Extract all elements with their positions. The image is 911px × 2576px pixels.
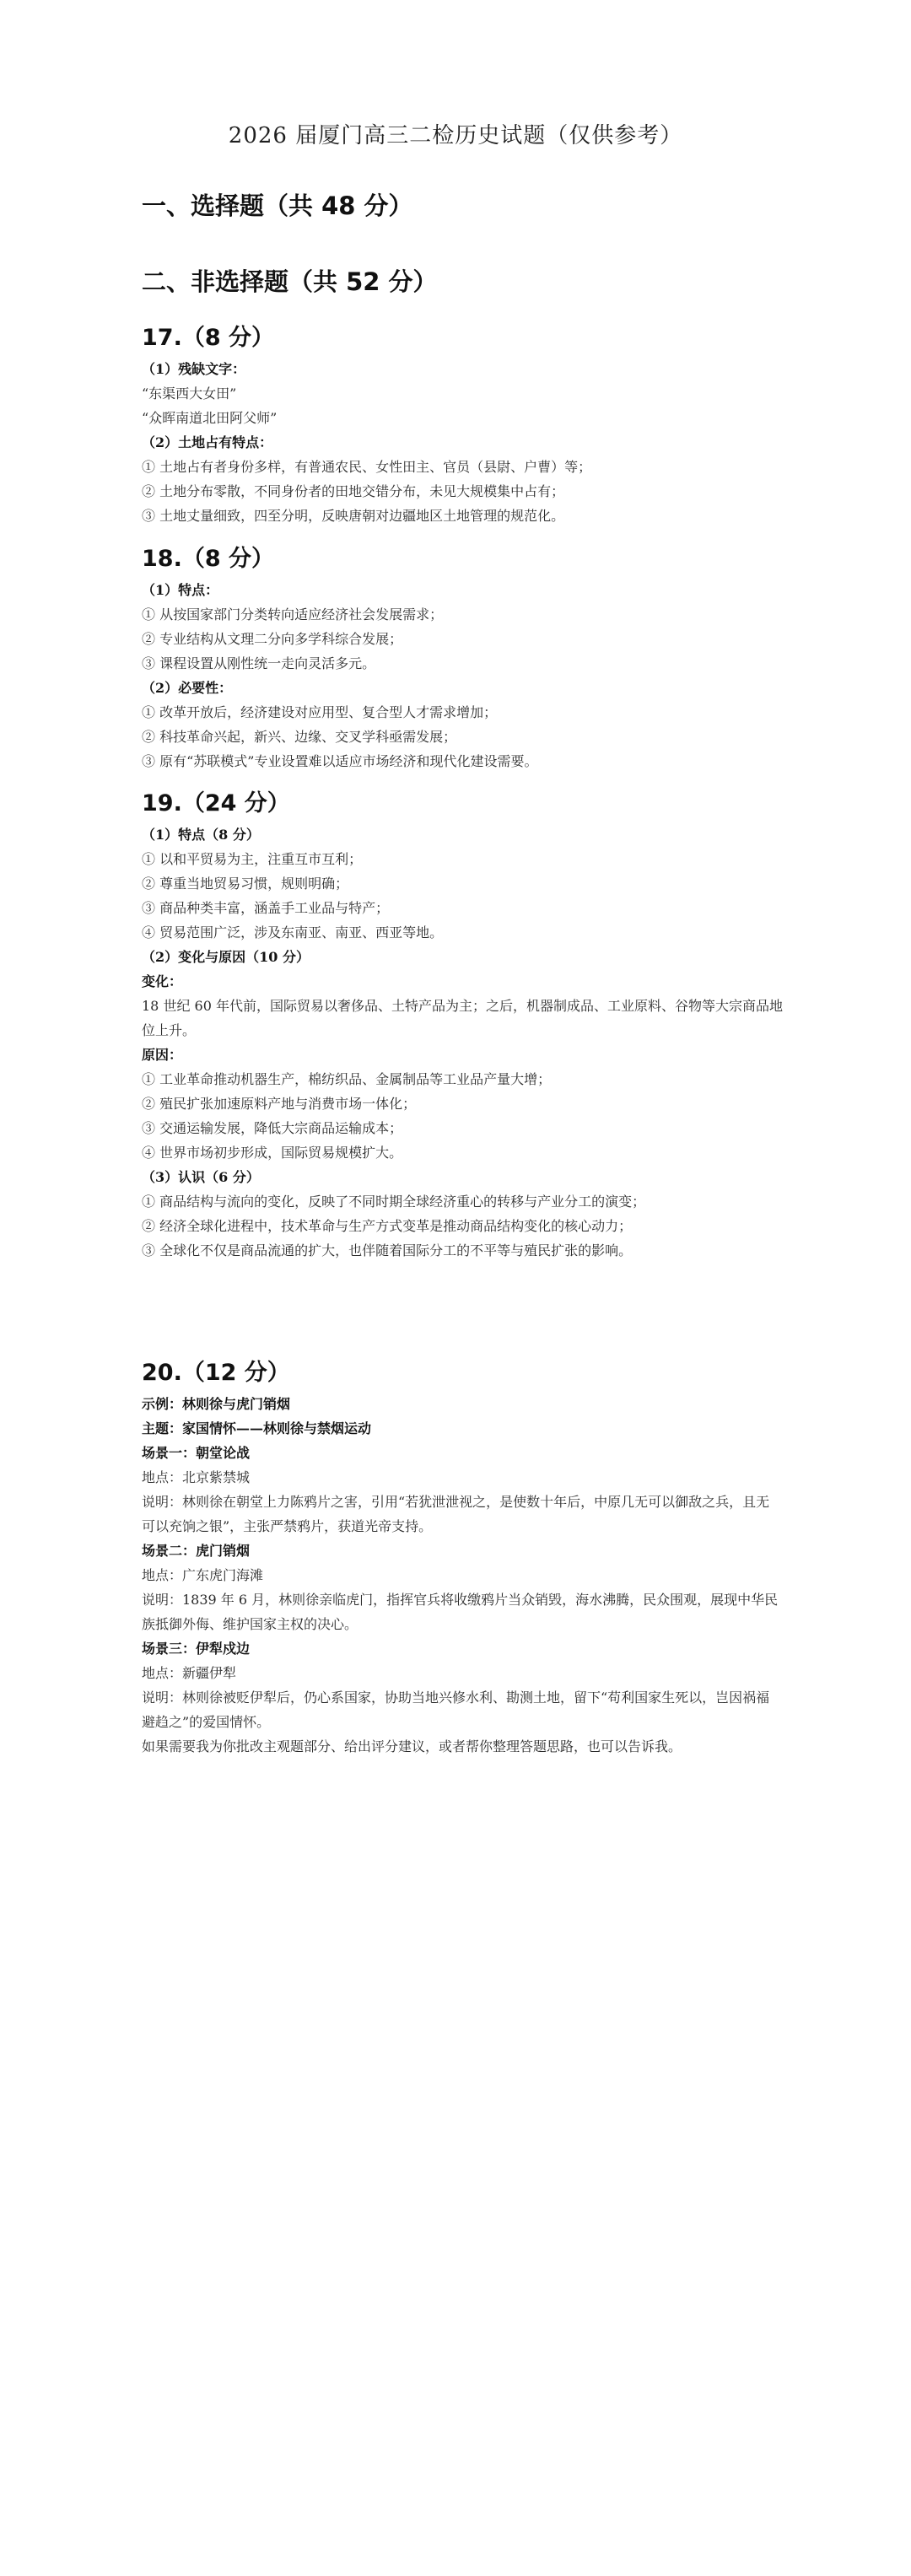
q18-part1-heading: （1）特点： [142,582,219,598]
q20-scene2-heading: 场景二：虎门销烟 [142,1543,251,1559]
q19-answer-item: ① 工业革命推动机器生产，棉纺织品、金属制品等工业品产量大增； [142,1071,552,1087]
section-heading-multiple-choice: 一、选择题（共 48 分） [142,191,413,220]
q17-text-line: “东渠西大女田” [142,385,237,401]
q18-answer-item: ② 科技革命兴起，新兴、边缘、交叉学科亟需发展； [142,729,457,745]
q20-example: 示例：林则徐与虎门销烟 [142,1396,291,1412]
section-heading-non-multiple-choice: 二、非选择题（共 52 分） [142,267,438,296]
q20-scene3-description: 说明：林则徐被贬伊犁后，仍心系国家，协助当地兴修水利、勘测土地，留下“苟利国家生死以，岂因祸福避趋之”的爱国情怀。 [142,1689,770,1730]
q19-answer-item: ③ 交通运输发展，降低大宗商品运输成本； [142,1120,403,1136]
q19-answer-item: ② 经济全球化进程中，技术革命与生产方式变革是推动商品结构变化的核心动力； [142,1218,633,1234]
q19-part1-heading: （1）特点（8 分） [142,827,260,843]
q19-answer-item: ③ 商品种类丰富，涵盖手工业品与特产； [142,900,390,916]
q19-answer-item: ④ 世界市场初步形成，国际贸易规模扩大。 [142,1145,403,1161]
q17-part1-heading: （1）残缺文字： [142,361,246,377]
closing-note: 如果需要我为你批改主观题部分、给出评分建议，或者帮你整理答题思路，也可以告诉我。 [142,1738,682,1754]
q17-answer-item: ② 土地分布零散，不同身份者的田地交错分布，未见大规模集中占有； [142,483,565,499]
q20-scene3-heading: 场景三：伊犁戍边 [142,1641,251,1657]
question-20-title: 20.（12 分） [142,1360,290,1386]
question-18 [142,540,783,773]
q17-part2-heading: （2）土地占有特点： [142,434,273,450]
question-17 [142,319,783,528]
question-17-title: 17.（8 分） [142,325,275,351]
q19-answer-item: ① 商品结构与流向的变化，反映了不同时期全球经济重心的转移与产业分工的演变； [142,1194,646,1210]
q18-part2-heading: （2）必要性： [142,680,233,696]
question-19 [142,784,783,1263]
q17-text-line: “众晖南道北田阿父师” [142,410,278,426]
q19-answer-item: ② 殖民扩张加速原料产地与消费市场一体化； [142,1096,417,1112]
q19-change-paragraph: 18 世纪 60 年代前，国际贸易以奢侈品、土特产品为主；之后，机器制成品、工业原料、谷物等大宗商品地位上升。 [142,998,783,1038]
question-20 [142,1354,783,1759]
q19-answer-item: ③ 全球化不仅是商品流通的扩大，也伴随着国际分工的不平等与殖民扩张的影响。 [142,1242,633,1258]
q18-answer-item: ② 专业结构从文理二分向多学科综合发展； [142,631,403,647]
question-19-title: 19.（24 分） [142,790,290,816]
q19-answer-item: ② 尊重当地贸易习惯，规则明确； [142,876,349,892]
q20-scene2-place: 地点：广东虎门海滩 [142,1567,264,1583]
q18-answer-item: ① 从按国家部门分类转向适应经济社会发展需求； [142,606,444,622]
q19-part3-heading: （3）认识（6 分） [142,1169,260,1185]
q17-answer-item: ① 土地占有者身份多样，有普通农民、女性田主、官员（县尉、户曹）等； [142,459,592,475]
q19-reason-label: 原因： [142,1047,183,1063]
q19-change-label: 变化： [142,973,183,989]
q17-answer-item: ③ 土地丈量细致，四至分明，反映唐朝对边疆地区土地管理的规范化。 [142,508,565,524]
q20-scene2-description: 说明：1839 年 6 月，林则徐亲临虎门，指挥官兵将收缴鸦片当众销毁，海水沸腾，民众围观，展现中华民族抵御外侮、维护国家主权的决心。 [142,1592,779,1632]
q19-answer-item: ① 以和平贸易为主，注重互市互利； [142,851,363,867]
document-title: 2026 届厦门高三二检历史试题（仅供参考） [228,123,683,148]
q20-scene1-description: 说明：林则徐在朝堂上力陈鸦片之害，引用“若犹泄泄视之，是使数十年后，中原几无可以御敌之兵，且无可以充饷之银”，主张严禁鸦片，获道光帝支持。 [142,1494,770,1534]
q18-answer-item: ③ 原有“苏联模式”专业设置难以适应市场经济和现代化建设需要。 [142,753,538,769]
q19-part2-heading: （2）变化与原因（10 分） [142,949,310,965]
q18-answer-item: ① 改革开放后，经济建设对应用型、复合型人才需求增加； [142,704,498,720]
q20-scene1-place: 地点：北京紫禁城 [142,1469,251,1485]
q20-scene3-place: 地点：新疆伊犁 [142,1665,237,1681]
q20-scene1-heading: 场景一：朝堂论战 [142,1445,251,1461]
q19-answer-item: ④ 贸易范围广泛，涉及东南亚、南亚、西亚等地。 [142,924,444,940]
q18-answer-item: ③ 课程设置从刚性统一走向灵活多元。 [142,655,376,671]
question-18-title: 18.（8 分） [142,546,275,572]
q20-theme: 主题：家国情怀——林则徐与禁烟运动 [142,1420,372,1436]
